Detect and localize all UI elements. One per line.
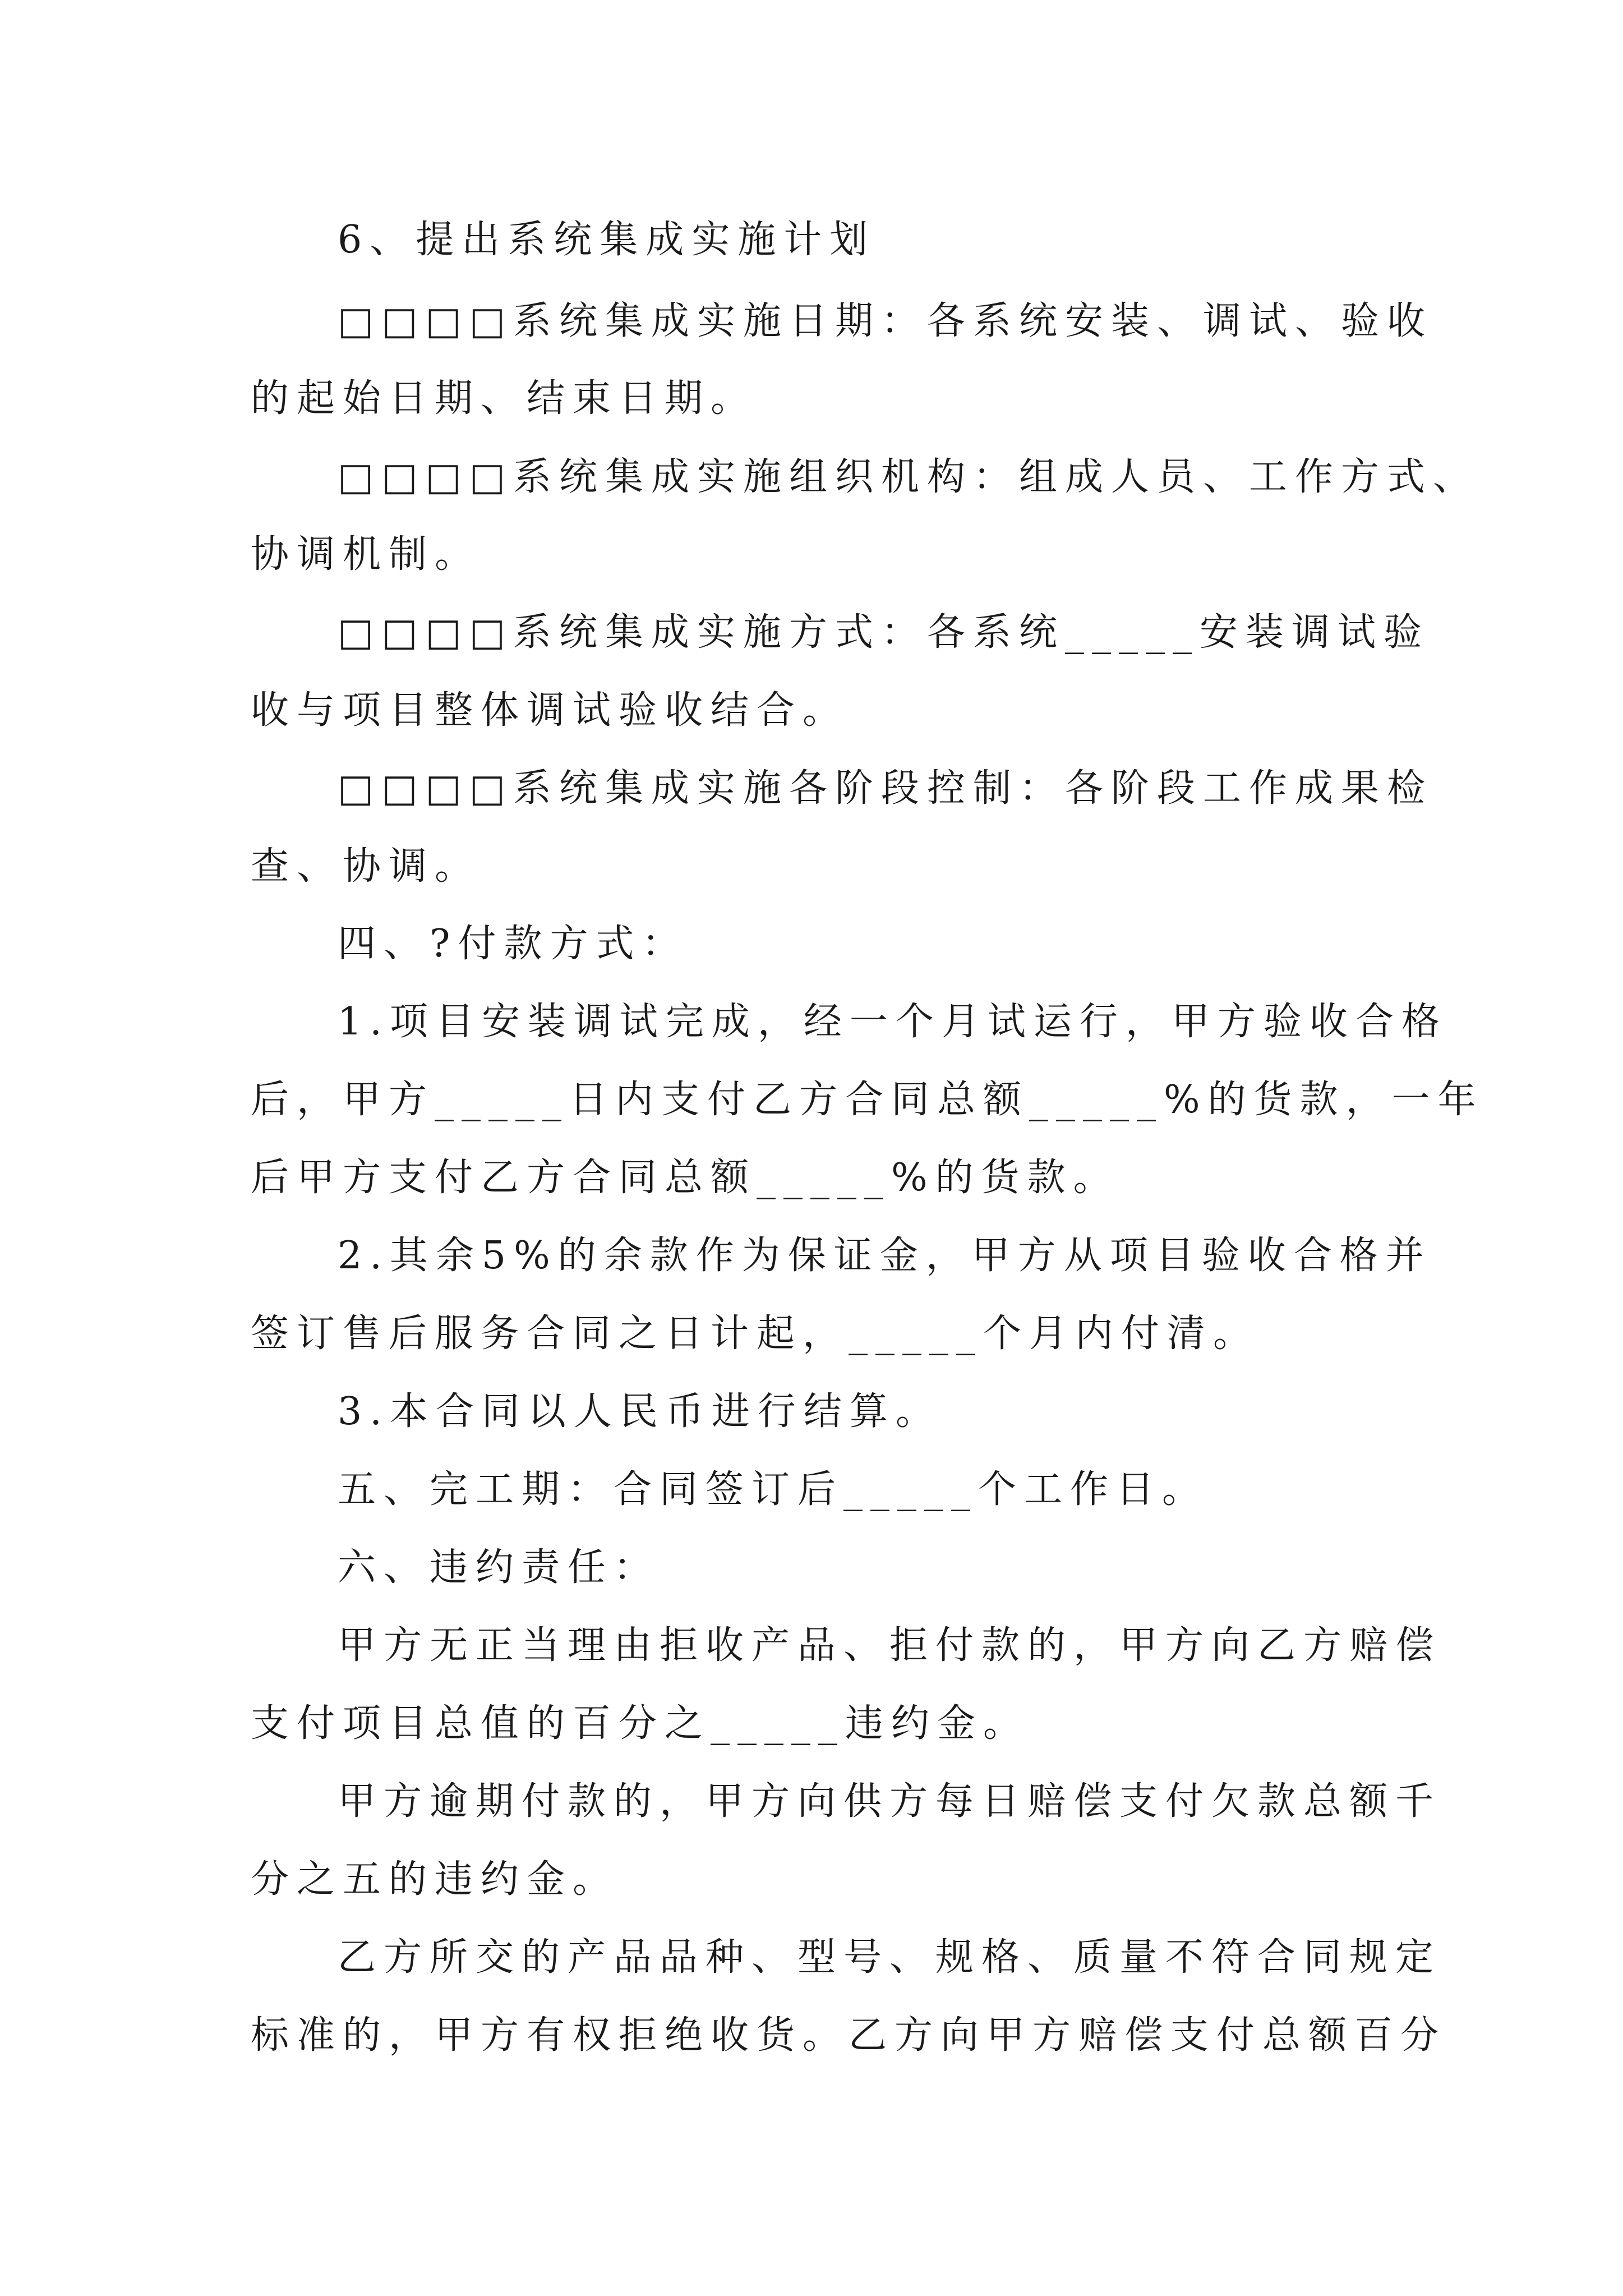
- paragraph-line: □□□□系统集成实施组织机构：组成人员、工作方式、: [338, 455, 1479, 499]
- paragraph-line: 协调机制。: [251, 532, 481, 577]
- section-heading-payment: 四、?付款方式：: [338, 922, 688, 966]
- paragraph-line: 收与项目整体调试验收结合。: [251, 688, 849, 733]
- paragraph-line: 2.其余5%的余款作为保证金，甲方从项目验收合格并: [338, 1234, 1432, 1278]
- section-heading-integration-plan: 6、提出系统集成实施计划: [338, 218, 876, 262]
- paragraph-line: 分之五的违约金。: [251, 1857, 619, 1902]
- paragraph-line: 标准的，甲方有权拒绝收货。乙方向甲方赔偿支付总额百分: [251, 2013, 1447, 2058]
- paragraph-line: 查、协调。: [251, 844, 481, 889]
- section-heading-completion: 五、完工期：合同签订后_____个工作日。: [338, 1467, 1209, 1512]
- paragraph-line: 乙方所交的产品品种、型号、规格、质量不符合同规定: [338, 1935, 1442, 1980]
- paragraph-line: 1.项目安装调试完成，经一个月试运行，甲方验收合格: [338, 1000, 1447, 1044]
- paragraph-line: □□□□系统集成实施方式：各系统_____安装调试验: [338, 610, 1430, 655]
- paragraph-line: 支付项目总值的百分之_____违约金。: [251, 1701, 1030, 1746]
- paragraph-line: 后，甲方_____日内支付乙方合同总额_____%的货款，一年: [251, 1078, 1484, 1122]
- paragraph-line: 3.本合同以人民币进行结算。: [338, 1389, 942, 1434]
- paragraph-line: 甲方无正当理由拒收产品、拒付款的，甲方向乙方赔偿: [338, 1623, 1442, 1668]
- paragraph-line: 签订售后服务合同之日计起，_____个月内付清。: [251, 1312, 1260, 1356]
- section-heading-liability: 六、违约责任：: [338, 1545, 660, 1590]
- paragraph-line: 的起始日期、结束日期。: [251, 376, 757, 421]
- paragraph-line: 甲方逾期付款的，甲方向供方每日赔偿支付欠款总额千: [338, 1779, 1442, 1824]
- paragraph-line: □□□□系统集成实施日期：各系统安装、调试、验收: [338, 299, 1433, 343]
- paragraph-line: □□□□系统集成实施各阶段控制：各阶段工作成果检: [338, 766, 1433, 811]
- paragraph-line: 后甲方支付乙方合同总额_____%的货款。: [251, 1156, 1119, 1200]
